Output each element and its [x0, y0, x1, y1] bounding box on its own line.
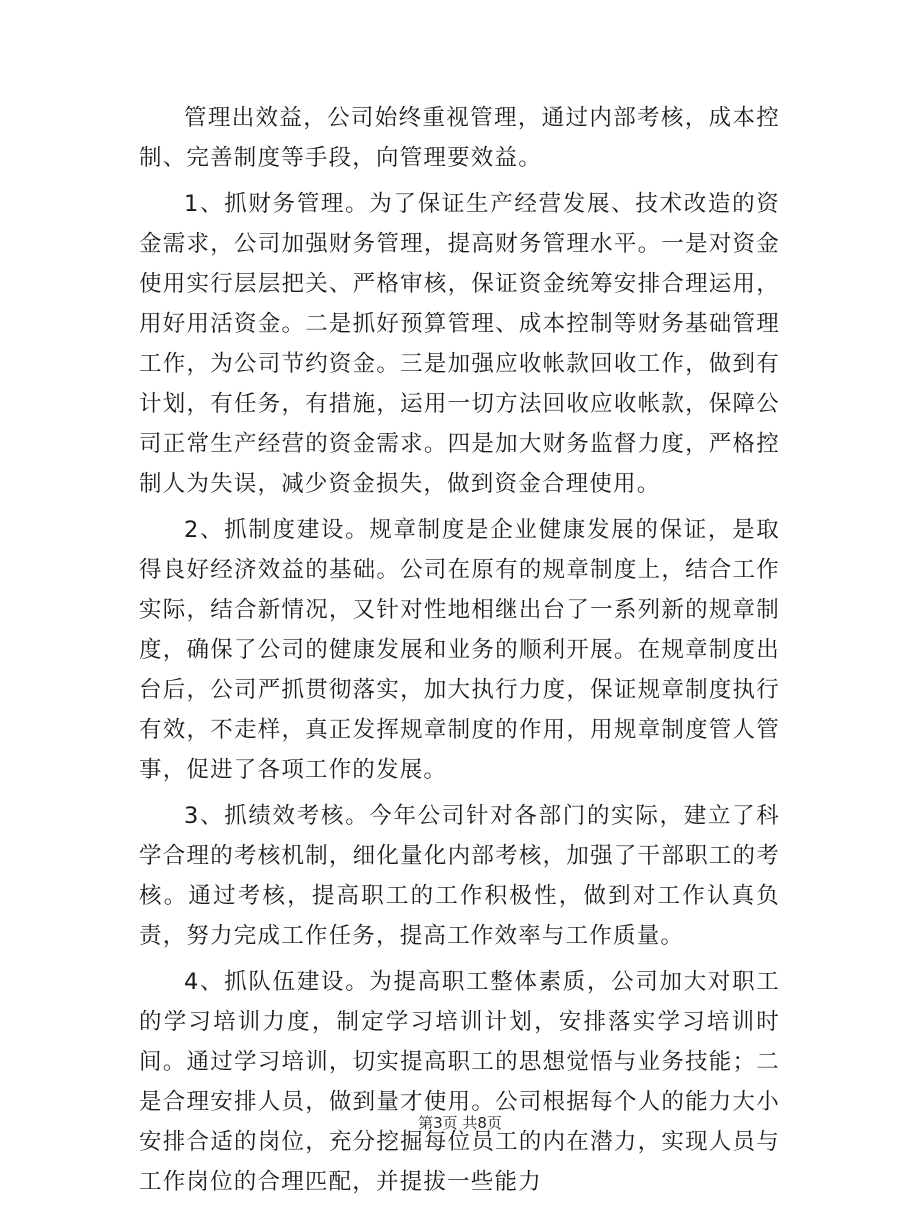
- paragraph-performance-assessment: 3、抓绩效考核。今年公司针对各部门的实际，建立了科学合理的考核机制，细化量化内部考核，加强了干部职工的考核。通过考核，提高职工的工作积极性，做到对工作认真负责，努力完成工作任务，提高工作效率与工作质量。: [139, 803, 780, 949]
- paragraph-intro: 管理出效益，公司始终重视管理，通过内部考核，成本控制、完善制度等手段，向管理要效益。: [139, 105, 780, 171]
- paragraph-finance-management: 1、抓财务管理。为了保证生产经营发展、技术改造的资金需求，公司加强财务管理，提高财务管理水平。一是对资金使用实行层层把关、严格审核，保证资金统筹安排合理运用，用好用活资金。二是抓好预算管理、成本控制等财务基础管理工作，为公司节约资金。三是加强应收帐款回收工作，做到有计划，有任务，有措施，运用一切方法回收应收帐款，保障公司正常生产经营的资金需求。四是加大财务监督力度，严格控制人为失误，减少资金损失，做到资金合理使用。: [139, 191, 780, 497]
- paragraph-team-building: 4、抓队伍建设。为提高职工整体素质，公司加大对职工的学习培训力度，制定学习培训计划，安排落实学习培训时间。通过学习培训，切实提高职工的思想觉悟与业务技能；二是合理安排人员，做到量才使用。公司根据每个人的能力大小安排合适的岗位，充分挖掘每位员工的内在潜力，实现人员与工作岗位的合理匹配，并提拔一些能力: [139, 969, 780, 1195]
- paragraph-system-building: 2、抓制度建设。规章制度是企业健康发展的保证，是取得良好经济效益的基础。公司在原有的规章制度上，结合工作实际，结合新情况，又针对性地相继出台了一系列新的规章制度，确保了公司的健康发展和业务的顺利开展。在规章制度出台后，公司严抓贯彻落实，加大执行力度，保证规章制度执行有效，不走样，真正发挥规章制度的作用，用规章制度管人管事，促进了各项工作的发展。: [139, 517, 780, 783]
- document-body: [139, 98, 780, 1208]
- page-number-footer: 第3页 共8页: [418, 1114, 502, 1132]
